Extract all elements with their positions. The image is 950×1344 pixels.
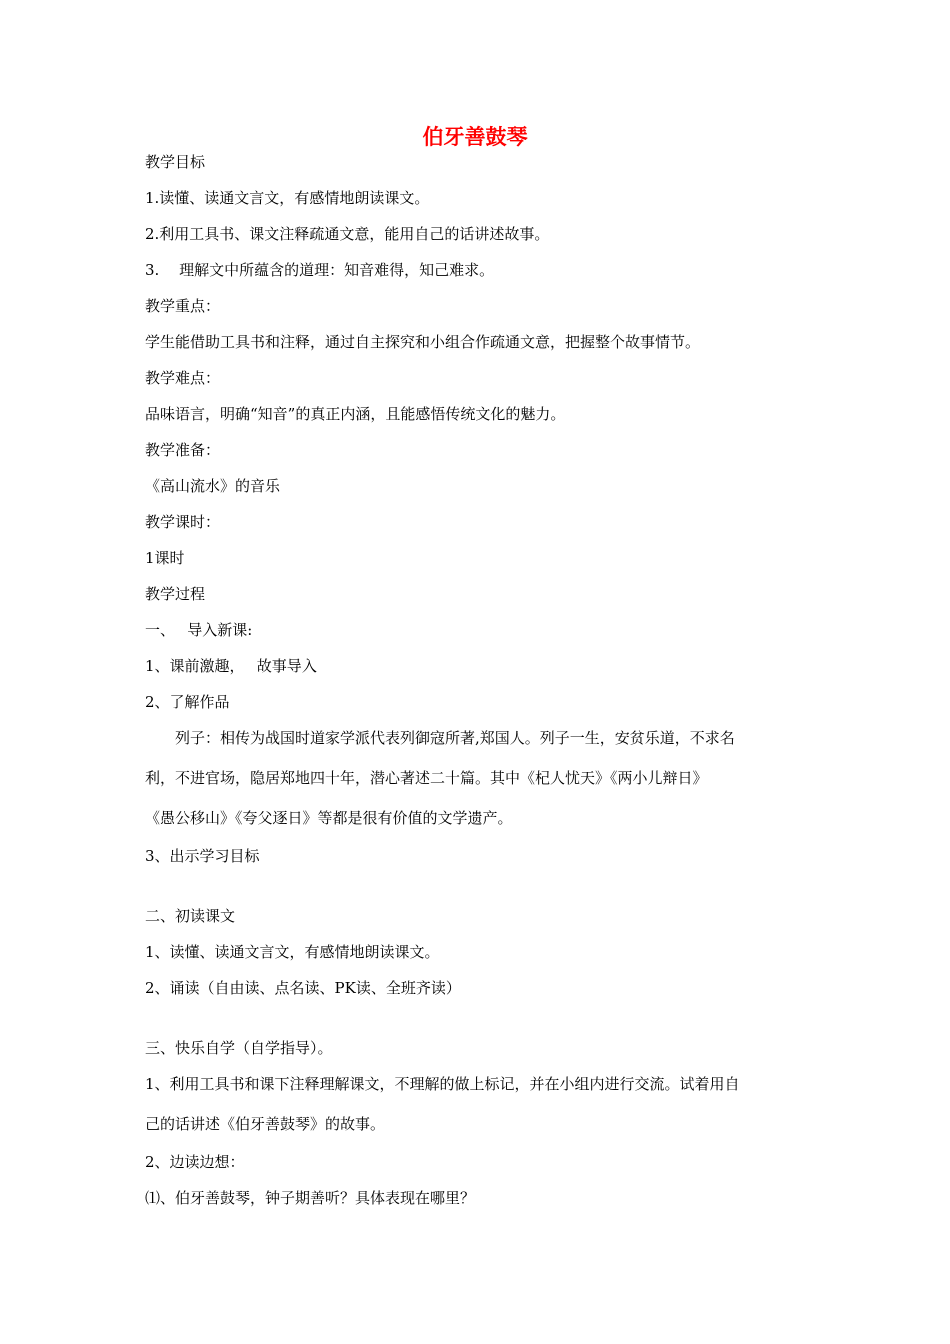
section-3-item-2: 2、边读边想：	[145, 1153, 245, 1171]
class-hours-text: 1课时	[145, 549, 185, 567]
section-1-item-1: 1、课前激趣， 故事导入	[145, 657, 317, 675]
objective-3: 3. 理解文中所蕴含的道理：知音难得，知己难求。	[145, 261, 495, 279]
heading-key-points: 教学重点：	[145, 297, 221, 315]
heading-preparation: 教学准备：	[145, 441, 221, 459]
section-3-item-1-line-1: 1、利用工具书和课下注释理解课文，不理解的做上标记，并在小组内进行交流。试着用自	[145, 1075, 740, 1093]
section-3-item-1-line-2: 己的话讲述《伯牙善鼓琴》的故事。	[145, 1115, 386, 1133]
section-1-item-3: 3、出示学习目标	[145, 847, 260, 865]
key-points-text: 学生能借助工具书和注释，通过自主探究和小组合作疏通文意，把握整个故事情节。	[145, 333, 701, 351]
question-1: ⑴、伯牙善鼓琴，钟子期善听？具体表现在哪里？	[145, 1189, 476, 1207]
document-title: 伯牙善鼓琴	[422, 124, 528, 149]
section-2-item-2: 2、诵读（自由读、点名读、PK读、全班齐读）	[145, 979, 461, 997]
objective-2: 2.利用工具书、课文注释疏通文意，能用自己的话讲述故事。	[145, 225, 550, 243]
liezi-paragraph-line-2: 利，不进官场，隐居郑地四十年，潜心著述二十篇。其中《杞人忧天》《两小儿辩日》	[145, 769, 708, 787]
difficulties-text: 品味语言，明确“知音”的真正内涵，且能感悟传统文化的魅力。	[145, 405, 566, 423]
section-2-item-1: 1、读懂、读通文言文，有感情地朗读课文。	[145, 943, 440, 961]
heading-difficulties: 教学难点：	[145, 369, 221, 387]
liezi-paragraph-line-1: 列子：相传为战国时道家学派代表列御寇所著,郑国人。列子一生，安贫乐道，不求名	[145, 729, 735, 747]
preparation-text: 《高山流水》的音乐	[145, 477, 281, 495]
liezi-paragraph-line-3: 《愚公移山》《夸父逐日》等都是很有价值的文学遗产。	[145, 809, 513, 827]
heading-objectives: 教学目标	[145, 153, 206, 171]
heading-class-hours: 教学课时：	[145, 513, 221, 531]
heading-process: 教学过程	[145, 585, 206, 603]
objective-1: 1.读懂、读通文言文，有感情地朗读课文。	[145, 189, 430, 207]
section-1-item-2: 2、了解作品	[145, 693, 230, 711]
section-1-heading: 一、 导入新课:	[145, 621, 253, 639]
section-2-heading: 二、初读课文	[145, 907, 236, 925]
section-3-heading: 三、快乐自学（自学指导）。	[145, 1039, 333, 1057]
